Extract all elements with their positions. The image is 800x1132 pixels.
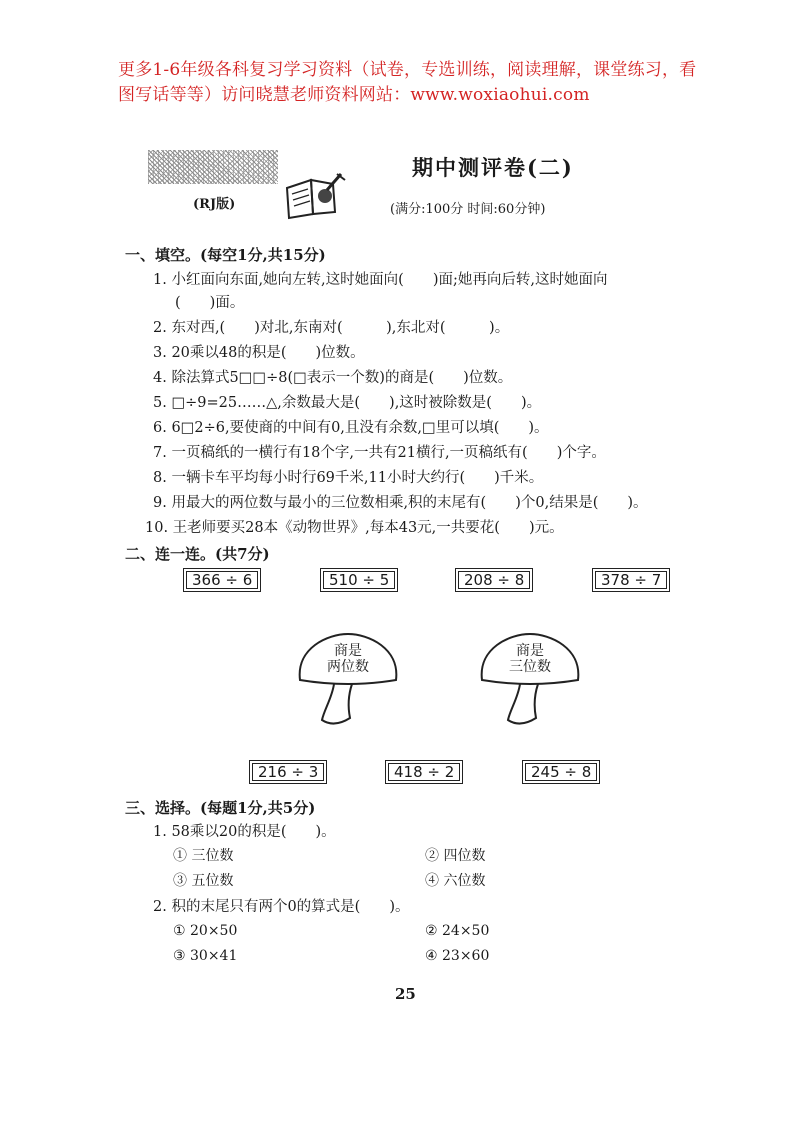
- q1-option-3[interactable]: ③ 五位数: [173, 873, 234, 889]
- question-4: 4. 除法算式5□□÷8(□表示一个数)的商是( )位数。: [153, 370, 513, 386]
- division-box-366-6[interactable]: 366 ÷ 6: [183, 568, 261, 592]
- book-icon: [283, 170, 347, 220]
- q2-option-3[interactable]: ③ 30×41: [173, 948, 238, 964]
- division-box-208-8[interactable]: 208 ÷ 8: [455, 568, 533, 592]
- division-box-216-3[interactable]: 216 ÷ 3: [249, 760, 327, 784]
- section1-heading: 一、填空。(每空1分,共15分): [125, 246, 326, 264]
- division-box-245-8[interactable]: 245 ÷ 8: [522, 760, 600, 784]
- q1-option-2[interactable]: ② 四位数: [425, 848, 486, 864]
- mushroom2-line2: 三位数: [509, 659, 551, 675]
- q1-option-4[interactable]: ④ 六位数: [425, 873, 486, 889]
- question-9: 9. 用最大的两位数与最小的三位数相乘,积的末尾有( )个0,结果是( )。: [153, 495, 648, 511]
- division-box-418-2[interactable]: 418 ÷ 2: [385, 760, 463, 784]
- division-box-510-5[interactable]: 510 ÷ 5: [320, 568, 398, 592]
- promo-banner: 更多1-6年级各科复习学习资料（试卷，专选训练，阅读理解，课堂练习，看图写话等等）访问晓慧老师资料网站：www.woxiaohui.com: [118, 60, 697, 105]
- q2-option-4[interactable]: ④ 23×60: [425, 948, 490, 964]
- edition-label: (RJ版): [193, 197, 236, 212]
- question-5: 5. □÷9=25……△,余数最大是( ),这时被除数是( )。: [153, 395, 542, 411]
- decorative-texture: [148, 150, 278, 184]
- question-10: 10. 王老师要买28本《动物世界》,每本43元,一共要花( )元。: [145, 520, 564, 536]
- mushroom1-line1: 商是: [334, 643, 362, 659]
- question-1-line1: 1. 小红面向东面,她向左转,这时她面向( )面;她再向后转,这时她面向: [153, 272, 608, 288]
- mushroom1-line2: 两位数: [327, 659, 369, 675]
- section2-heading: 二、连一连。(共7分): [125, 545, 270, 563]
- question-2: 2. 东对西,( )对北,东南对( ),东北对( )。: [153, 320, 510, 336]
- choice-question-1: 1. 58乘以20的积是( )。: [153, 824, 336, 840]
- question-6: 6. 6□2÷6,要使商的中间有0,且没有余数,□里可以填( )。: [153, 420, 549, 436]
- score-info: (满分:100分 时间:60分钟): [390, 202, 546, 217]
- question-1-line2: ( )面。: [175, 295, 245, 311]
- page-title: 期中测评卷(二): [412, 155, 574, 180]
- division-box-378-7[interactable]: 378 ÷ 7: [592, 568, 670, 592]
- choice-question-2: 2. 积的末尾只有两个0的算式是( )。: [153, 899, 410, 915]
- q2-option-1[interactable]: ① 20×50: [173, 923, 238, 939]
- question-7: 7. 一页稿纸的一横行有18个字,一共有21横行,一页稿纸有( )个字。: [153, 445, 606, 461]
- question-8: 8. 一辆卡车平均每小时行69千米,11小时大约行( )千米。: [153, 470, 544, 486]
- section3-heading: 三、选择。(每题1分,共5分): [125, 799, 316, 817]
- q2-option-2[interactable]: ② 24×50: [425, 923, 490, 939]
- q1-option-1[interactable]: ① 三位数: [173, 848, 234, 864]
- page-number: 25: [395, 985, 416, 1003]
- mushroom2-line1: 商是: [516, 643, 544, 659]
- question-3: 3. 20乘以48的积是( )位数。: [153, 345, 365, 361]
